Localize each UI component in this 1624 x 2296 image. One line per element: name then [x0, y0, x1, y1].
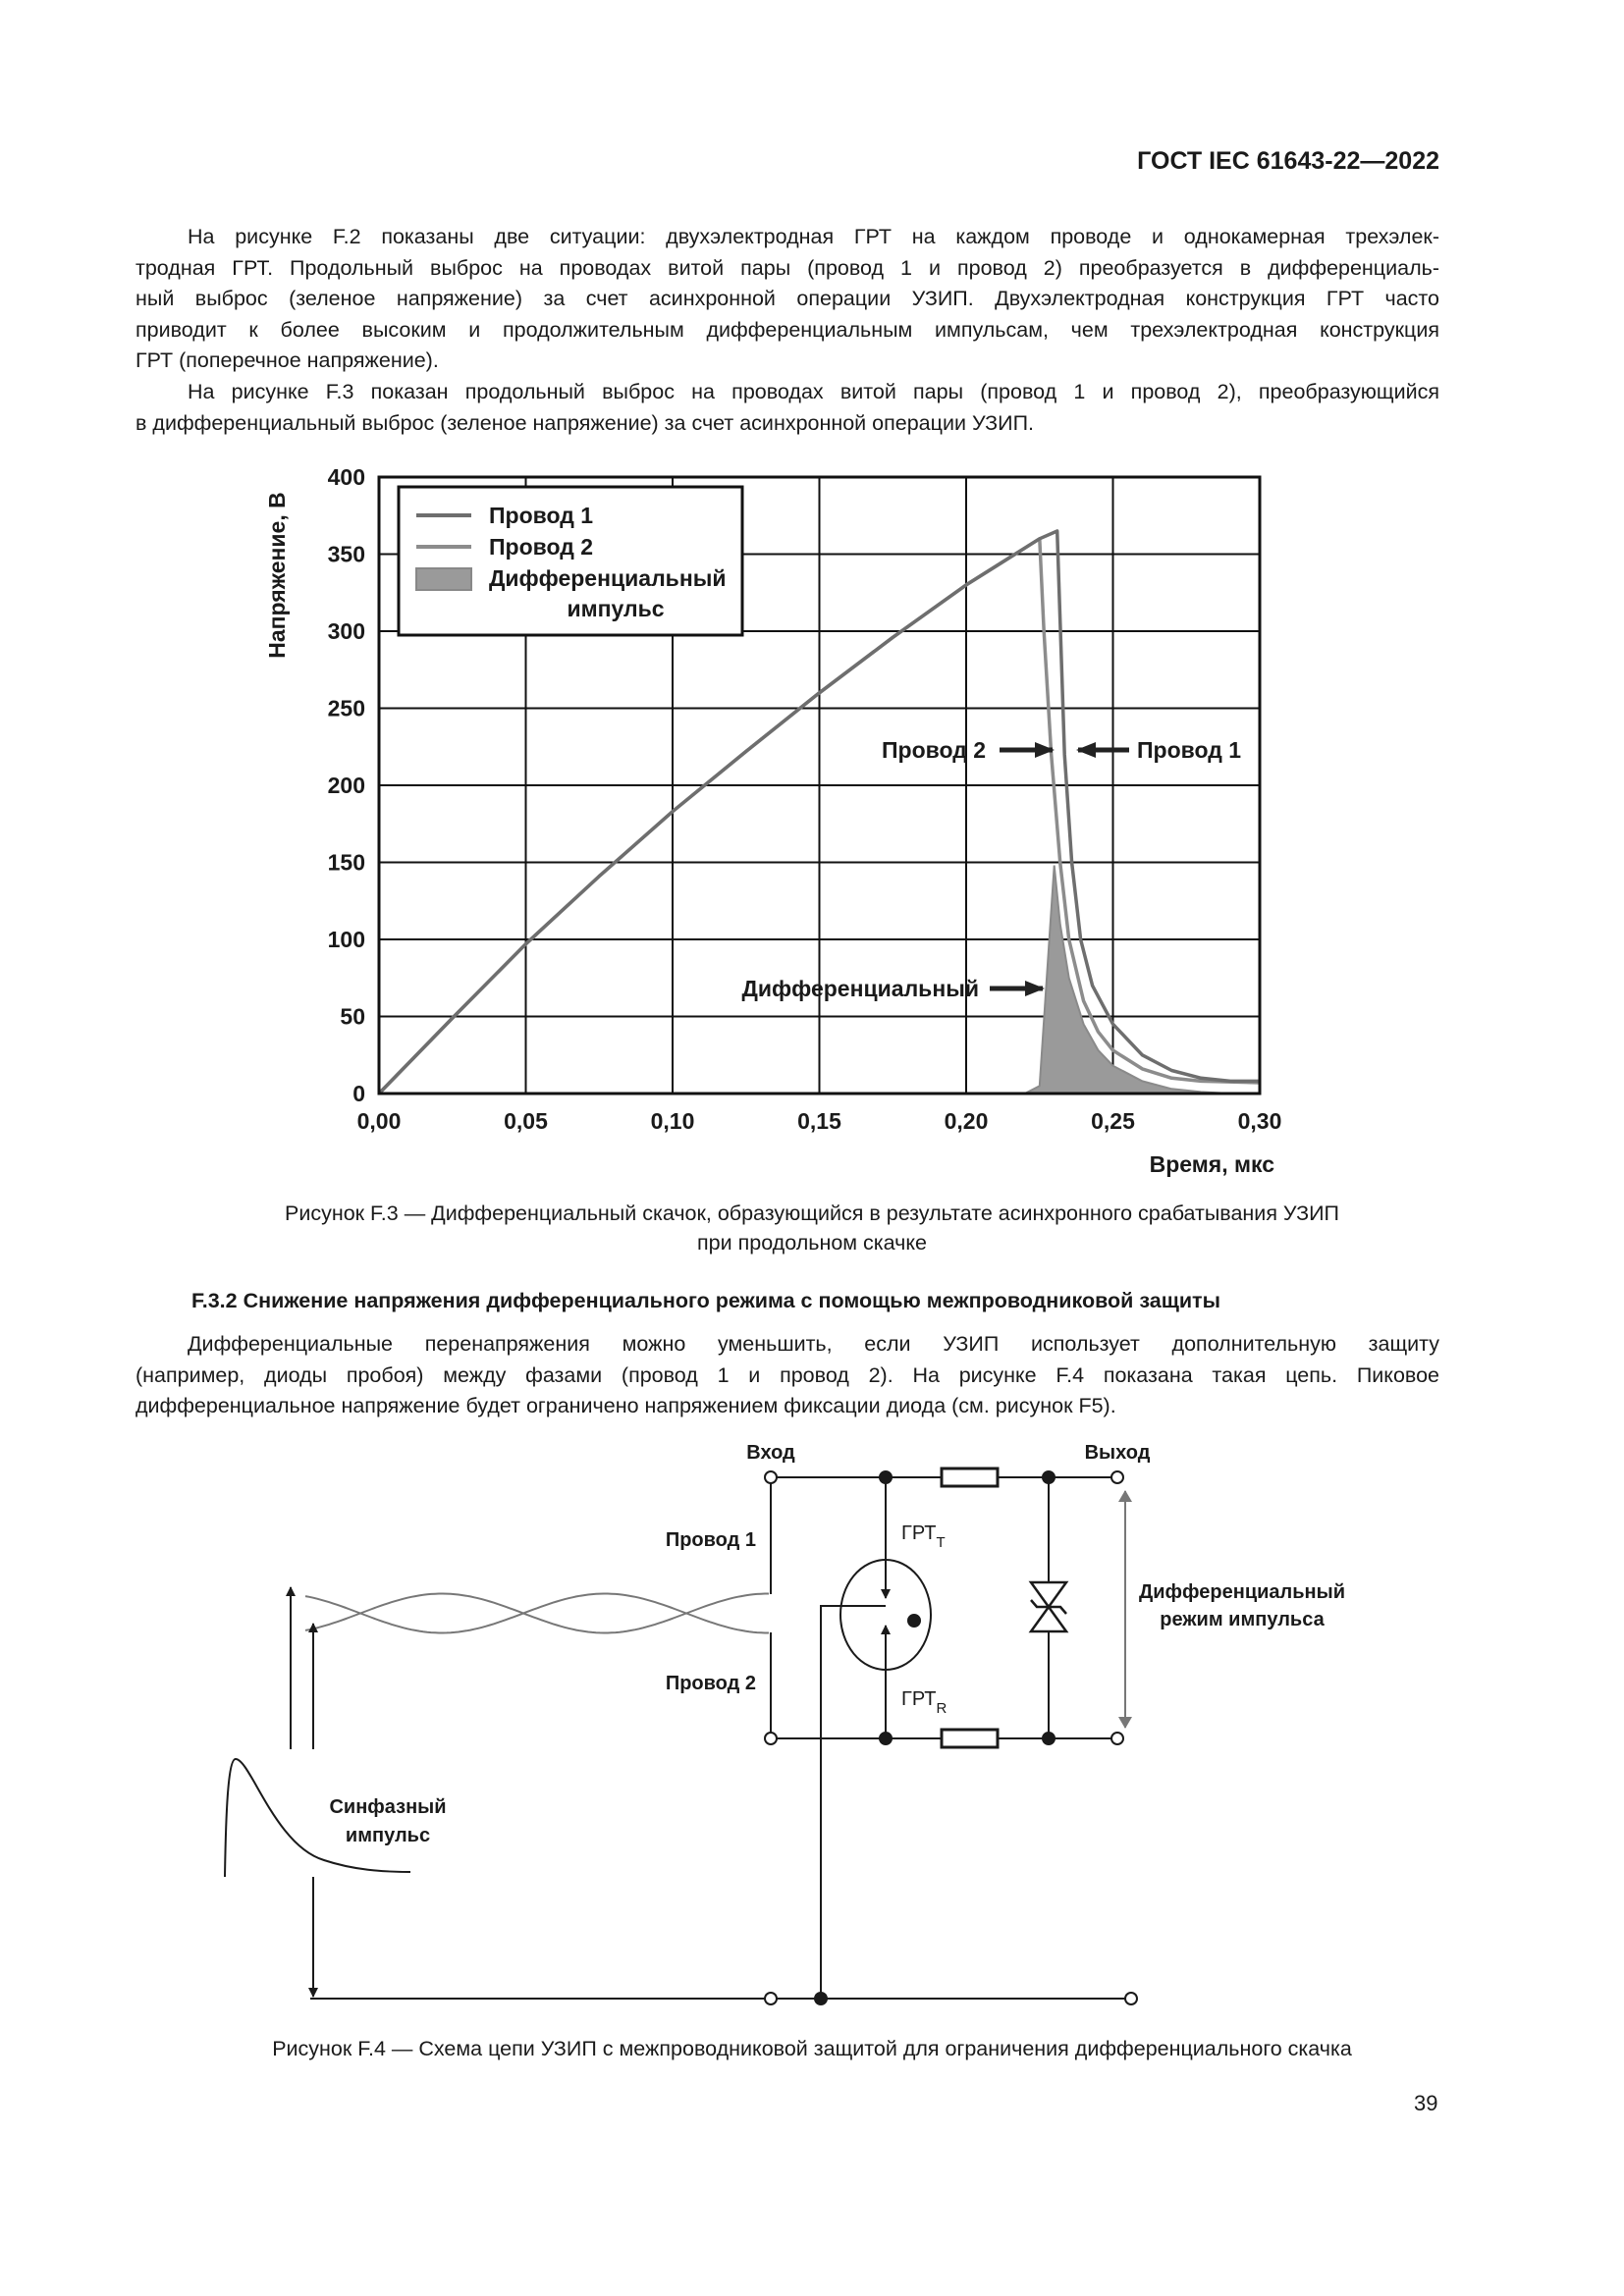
y-tick-label: 50: [340, 1003, 365, 1030]
y-tick-label: 300: [327, 618, 365, 644]
legend-label-wire1: Провод 1: [489, 503, 593, 528]
text-line: ный выброс (зеленое напряжение) за счет асинхронной операции УЗИП. Двухэлектродная конструкция ГРТ часто: [135, 287, 1439, 311]
x-tick-label: 0,30: [1237, 1108, 1282, 1134]
gdt-dot-icon: [908, 1615, 920, 1627]
input-label: Вход: [746, 1442, 795, 1464]
resistor-bottom-icon: [942, 1730, 998, 1747]
junction-dot-icon: [1043, 1471, 1055, 1483]
resistor-top-icon: [942, 1468, 998, 1486]
voltage-chart: [264, 464, 1281, 1177]
gdt-t-label: $ГРТ_T$: [901, 1522, 946, 1551]
caption-line: Рисунок F.3 — Дифференциальный скачок, образующийся в результате асинхронного срабатывания УЗИП: [284, 1201, 1340, 1225]
y-tick-label: 400: [327, 464, 365, 490]
figure3-caption: [0, 1199, 1624, 1257]
text-line: (например, диоды пробоя) между фазами (провод 1 и провод 2). На рисунке F.4 показана такая цепь. Пиковое: [135, 1362, 1439, 1387]
diff-mode-label-2: режим импульса: [1160, 1609, 1325, 1630]
y-tick-label: 0: [352, 1081, 365, 1106]
output-label: Выход: [1084, 1442, 1151, 1464]
x-tick-label: 0,15: [797, 1108, 841, 1134]
text-line: На рисунке F.3 показан продольный выброс на проводах витой пары (провод 1 и провод 2), преобразующийся: [188, 379, 1439, 403]
tvs-diode-icon: [1031, 1582, 1066, 1631]
section-heading: F.3.2 Снижение напряжения дифференциального режима с помощью межпроводниковой защиты: [191, 1289, 1220, 1312]
x-tick-label: 0,05: [504, 1108, 548, 1134]
x-tick-label: 0,10: [650, 1108, 695, 1134]
junction-dot-icon: [815, 1993, 827, 2004]
legend-label-differential-2: импульс: [567, 596, 665, 621]
twisted-pair-wire2: [305, 1594, 769, 1633]
y-axis-label: Напряжение, В: [264, 492, 290, 659]
text-line: На рисунке F.2 показаны две ситуации: двухэлектродная ГРТ на каждом проводе и однокамерная трехэлек-: [188, 225, 1439, 248]
legend-swatch-differential: [416, 568, 471, 590]
text-line: тродная ГРТ. Продольный выброс на проводах витой пары (провод 1 и провод 2) преобразуется в дифференциаль-: [135, 255, 1439, 280]
legend-label-differential: Дифференциальный: [489, 565, 727, 591]
text-line: в дифференциальный выброс (зеленое напряжение) за счет асинхронной операции УЗИП.: [135, 410, 1034, 435]
y-tick-label: 200: [327, 773, 365, 798]
text-line: приводит к более высоким и продолжительным дифференциальным импульсам, чем трехэлектродная конструкция: [135, 317, 1439, 342]
terminal-icon: [765, 1993, 777, 2004]
page-number: 39: [1414, 2091, 1438, 2115]
x-tick-label: 0,20: [944, 1108, 989, 1134]
caption-line: при продольном скачке: [697, 1231, 927, 1255]
terminal-icon: [1111, 1471, 1123, 1483]
y-tick-label: 250: [327, 695, 365, 721]
annotation-differential: [742, 976, 1044, 1001]
circuit-labels: [329, 1442, 1345, 1846]
legend: [399, 487, 742, 635]
terminal-icon: [765, 1733, 777, 1744]
y-tick-label: 150: [327, 849, 365, 876]
pulse-waveform-icon: [225, 1759, 410, 1877]
twisted-pair-wire1: [305, 1594, 769, 1633]
terminal-icon: [1111, 1733, 1123, 1744]
svg-text:Дифференциальный: Дифференциальный: [741, 976, 979, 1001]
gdt-r-label: $ГРТ_R$: [901, 1688, 947, 1717]
legend-label-wire2: Провод 2: [489, 534, 593, 560]
annotation-wire2: [882, 737, 1053, 763]
svg-text:Провод 1: Провод 1: [1137, 737, 1241, 763]
junction-dot-icon: [1043, 1733, 1055, 1744]
x-tick-label: 0,00: [356, 1108, 402, 1134]
common-mode-label: Синфазный: [329, 1796, 447, 1818]
text-line: Дифференциальные перенапряжения можно уменьшить, если УЗИП использует дополнительную защиту: [188, 1332, 1439, 1356]
terminal-icon: [765, 1471, 777, 1483]
y-tick-label: 100: [327, 927, 365, 952]
diff-mode-label: Дифференциальный: [1139, 1581, 1345, 1603]
terminal-icon: [1125, 1993, 1137, 2004]
text-line: дифференциальное напряжение будет ограничено напряжением фиксации диода (см. рисунок F5).: [135, 1394, 1116, 1418]
figure4-caption: Рисунок F.4 — Схема цепи УЗИП с межпроводниковой защитой для ограничения дифференциального скачка: [272, 2037, 1352, 2060]
y-tick-label: 350: [327, 541, 365, 567]
common-mode-label-2: импульс: [345, 1825, 431, 1846]
svg-text:Провод 2: Провод 2: [882, 737, 986, 763]
document-header: ГОСТ IEC 61643-22—2022: [1137, 147, 1439, 175]
junction-dot-icon: [880, 1733, 892, 1744]
text-line: ГРТ (поперечное напряжение).: [135, 348, 439, 373]
wire2-label: Провод 2: [665, 1673, 756, 1694]
gdt-ground-electrode: [821, 1606, 886, 1999]
annotation-wire1: [1078, 737, 1241, 763]
junction-dot-icon: [880, 1471, 892, 1483]
paragraph-f4: [135, 1329, 1439, 1422]
x-axis-label: Время, мкс: [1149, 1151, 1274, 1177]
x-tick-label: 0,25: [1091, 1108, 1135, 1134]
wire1-label: Провод 1: [665, 1529, 756, 1551]
